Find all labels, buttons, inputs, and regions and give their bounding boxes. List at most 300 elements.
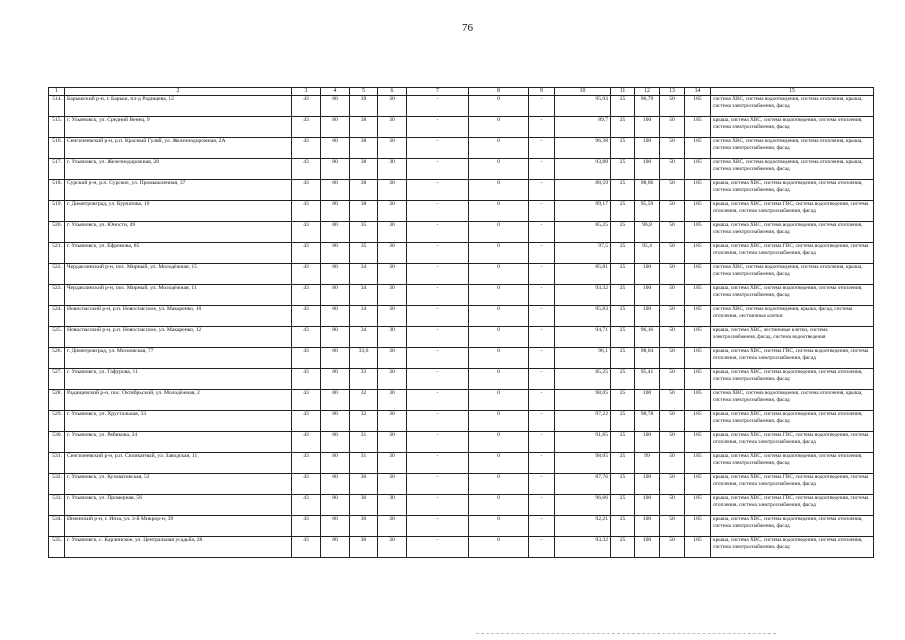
value-cell: - (529, 411, 555, 432)
value-cell: 43 (292, 327, 321, 348)
address-cell: г. Ульяновск, ул. Средний Венец, 9 (65, 117, 292, 138)
value-cell: 25 (611, 432, 635, 453)
row-number-cell: 519. (49, 201, 65, 222)
value-cell: 185 (685, 411, 711, 432)
value-cell: 43 (292, 243, 321, 264)
row-number-cell: 517. (49, 159, 65, 180)
value-cell: 185 (685, 306, 711, 327)
works-cell: крыша, система ХВС, лестничные клетки, система электроснабжения, фасад, система водоотведения (711, 327, 874, 348)
value-cell: 185 (685, 285, 711, 306)
value-cell: 25 (611, 369, 635, 390)
value-cell: 0 (469, 411, 529, 432)
works-cell: крыша, система ХВС, система ГВС, система водоотведения, система отопления, система электроснабжения, фасад (711, 432, 874, 453)
value-cell: 30 (378, 327, 407, 348)
row-number-cell: 535. (49, 537, 65, 558)
value-cell: 50 (660, 180, 685, 201)
value-cell: 50 (660, 411, 685, 432)
value-cell: 95,4 (635, 243, 660, 264)
value-cell: 0 (469, 537, 529, 558)
value-cell: 0 (469, 138, 529, 159)
value-cell: 85,25 (555, 222, 611, 243)
value-cell: 99 (635, 453, 660, 474)
table-row (49, 390, 874, 411)
value-cell: 50 (660, 138, 685, 159)
column-number-cell: 13 (660, 88, 685, 96)
value-cell: 50 (660, 516, 685, 537)
value-cell: 25 (611, 96, 635, 117)
address-cell: Чердаклинский р-н, пос. Мирный, ул. Молодёжная, 11 (65, 285, 292, 306)
address-cell: г. Ульяновск, ул. Юности, 49 (65, 222, 292, 243)
value-cell: - (407, 411, 469, 432)
works-cell: система ХВС, система водоотведения, система отопления, крыша, система электроснабжения, фасад (711, 96, 874, 117)
page-number: 76 (462, 22, 473, 34)
table-header-row (49, 88, 874, 96)
value-cell: 30 (378, 537, 407, 558)
value-cell: 50 (660, 495, 685, 516)
value-cell: - (407, 537, 469, 558)
value-cell: 30 (378, 117, 407, 138)
column-number-cell: 1 (49, 88, 65, 96)
table-row (49, 285, 874, 306)
value-cell: 80 (321, 222, 350, 243)
value-cell: 50 (660, 390, 685, 411)
value-cell: 92,21 (555, 516, 611, 537)
value-cell: 50 (660, 537, 685, 558)
column-number-cell: 4 (321, 88, 350, 96)
row-number-cell: 523. (49, 285, 65, 306)
value-cell: 80 (321, 390, 350, 411)
value-cell: - (407, 474, 469, 495)
address-cell: Новоспасский р-н, р.п. Новоспасское, ул. Макаренко, 10 (65, 306, 292, 327)
value-cell: 95,41 (635, 369, 660, 390)
value-cell: - (407, 96, 469, 117)
value-cell: 30 (350, 495, 378, 516)
value-cell: 185 (685, 432, 711, 453)
value-cell: 98,04 (635, 348, 660, 369)
value-cell: 0 (469, 264, 529, 285)
row-number-cell: 522. (49, 264, 65, 285)
value-cell: 43 (292, 474, 321, 495)
value-cell: - (529, 369, 555, 390)
address-cell: г. Ульяновск, ул. Хрустальная, 33 (65, 411, 292, 432)
value-cell: 0 (469, 243, 529, 264)
value-cell: 0 (469, 516, 529, 537)
address-cell: Сенгилеевский р-н, р.п. Силикатный, ул. Заводская, 11 (65, 453, 292, 474)
value-cell: 0 (469, 369, 529, 390)
value-cell: 38 (350, 180, 378, 201)
value-cell: 185 (685, 96, 711, 117)
row-number-cell: 515. (49, 117, 65, 138)
value-cell: 185 (685, 453, 711, 474)
value-cell: 0 (469, 474, 529, 495)
value-cell: 0 (469, 495, 529, 516)
value-cell: 0 (469, 285, 529, 306)
address-cell: г. Ульяновск, ул. Ефремова, 85 (65, 243, 292, 264)
row-number-cell: 524. (49, 306, 65, 327)
value-cell: 80 (321, 411, 350, 432)
value-cell: - (529, 201, 555, 222)
value-cell: 25 (611, 474, 635, 495)
row-number-cell: 516. (49, 138, 65, 159)
row-number-cell: 533. (49, 495, 65, 516)
value-cell: 0 (469, 117, 529, 138)
table-row (49, 264, 874, 285)
value-cell: - (407, 159, 469, 180)
value-cell: 185 (685, 159, 711, 180)
value-cell: 43 (292, 138, 321, 159)
value-cell: 43 (292, 453, 321, 474)
value-cell: - (407, 264, 469, 285)
value-cell: 50 (660, 117, 685, 138)
table-row (49, 537, 874, 558)
value-cell: 25 (611, 348, 635, 369)
value-cell: 31 (350, 453, 378, 474)
value-cell: 30 (378, 495, 407, 516)
table-row (49, 180, 874, 201)
value-cell: 80 (321, 264, 350, 285)
works-cell: крыша, система ХВС, система ГВС, система водоотведения, система отопления, система электроснабжения, фасад (711, 495, 874, 516)
address-cell: Сенгилеевский р-н, р.п. Красный Гуляй, ул. Железнодорожная, 2А (65, 138, 292, 159)
value-cell: 31 (350, 432, 378, 453)
value-cell: 80 (321, 474, 350, 495)
value-cell: 0 (469, 348, 529, 369)
value-cell: - (529, 264, 555, 285)
value-cell: - (529, 432, 555, 453)
value-cell: 30 (378, 96, 407, 117)
value-cell: 185 (685, 138, 711, 159)
value-cell: 25 (611, 411, 635, 432)
value-cell: - (529, 348, 555, 369)
table-row (49, 138, 874, 159)
column-number-cell: 5 (350, 88, 378, 96)
value-cell: - (407, 306, 469, 327)
row-number-cell: 534. (49, 516, 65, 537)
value-cell: 80 (321, 180, 350, 201)
value-cell: 50 (660, 432, 685, 453)
value-cell: 50 (660, 474, 685, 495)
row-number-cell: 521. (49, 243, 65, 264)
value-cell: 30 (378, 432, 407, 453)
value-cell: 50 (660, 327, 685, 348)
table-row (49, 159, 874, 180)
column-number-cell: 12 (635, 88, 660, 96)
address-cell: г. Ульяновск, с. Карлинское, ул. Центральная усадьба, 28 (65, 537, 292, 558)
value-cell: - (407, 369, 469, 390)
value-cell: - (529, 138, 555, 159)
value-cell: 43 (292, 411, 321, 432)
value-cell: - (529, 306, 555, 327)
value-cell: 80 (321, 369, 350, 390)
register-table (48, 87, 874, 558)
table-row (49, 306, 874, 327)
value-cell: 30 (378, 306, 407, 327)
table-row (49, 453, 874, 474)
value-cell: 0 (469, 327, 529, 348)
value-cell: 100 (635, 117, 660, 138)
value-cell: 96,79 (635, 96, 660, 117)
value-cell: - (407, 243, 469, 264)
value-cell: 43 (292, 180, 321, 201)
value-cell: - (529, 96, 555, 117)
value-cell: 25 (611, 201, 635, 222)
value-cell: 100 (635, 138, 660, 159)
value-cell: 185 (685, 180, 711, 201)
value-cell: 30 (378, 201, 407, 222)
value-cell: 25 (611, 117, 635, 138)
value-cell: - (529, 327, 555, 348)
value-cell: 98,05 (555, 390, 611, 411)
value-cell: 185 (685, 495, 711, 516)
value-cell: 185 (685, 243, 711, 264)
value-cell: 0 (469, 390, 529, 411)
address-cell: г. Димитровград, ул. Московская, 77 (65, 348, 292, 369)
works-cell: система ХВС, система водоотведения, система отопления, крыша, система электроснабжения, фасад (711, 390, 874, 411)
value-cell: 25 (611, 495, 635, 516)
value-cell: 50 (660, 96, 685, 117)
value-cell: 0 (469, 96, 529, 117)
value-cell: 80 (321, 138, 350, 159)
value-cell: 50 (660, 369, 685, 390)
value-cell: 91,65 (555, 432, 611, 453)
works-cell: система ХВС, система водоотведения, система отопления, крыша, система электроснабжения, фасад (711, 264, 874, 285)
works-cell: крыша, система ХВС, система водоотведения, система отопления, система электроснабжения, фасад (711, 180, 874, 201)
value-cell: - (529, 285, 555, 306)
value-cell: 38 (350, 117, 378, 138)
address-cell: г. Ульяновск, ул. Гафурова, 11 (65, 369, 292, 390)
value-cell: 34 (350, 264, 378, 285)
column-number-cell: 15 (711, 88, 874, 96)
value-cell: 35 (350, 243, 378, 264)
value-cell: 32 (350, 411, 378, 432)
value-cell: 43 (292, 537, 321, 558)
value-cell: 38 (350, 138, 378, 159)
column-number-cell: 9 (529, 88, 555, 96)
value-cell: 80 (321, 159, 350, 180)
value-cell: 100 (635, 285, 660, 306)
value-cell: - (407, 495, 469, 516)
works-cell: крыша, система ХВС, система водоотведения, система отопления, система электроснабжения, фасад (711, 453, 874, 474)
value-cell: 88,59 (555, 180, 611, 201)
value-cell: - (407, 222, 469, 243)
row-number-cell: 520. (49, 222, 65, 243)
value-cell: 43 (292, 369, 321, 390)
value-cell: 38 (350, 159, 378, 180)
value-cell: 25 (611, 159, 635, 180)
row-number-cell: 532. (49, 474, 65, 495)
scan-artifact-line (476, 633, 776, 634)
value-cell: 34 (350, 306, 378, 327)
value-cell: 0 (469, 180, 529, 201)
value-cell: 25 (611, 222, 635, 243)
table-row (49, 432, 874, 453)
value-cell: - (529, 453, 555, 474)
works-cell: крыша, система ХВС, система водоотведения, система отопления, система электроснабжения, фасад (711, 516, 874, 537)
value-cell: 96,16 (635, 327, 660, 348)
value-cell: 185 (685, 348, 711, 369)
value-cell: 33 (350, 369, 378, 390)
value-cell: 185 (685, 537, 711, 558)
table-row (49, 411, 874, 432)
value-cell: 98,06 (635, 180, 660, 201)
value-cell: 30 (378, 264, 407, 285)
address-cell: Инзенский р-н, г. Инза, ул. 3-й Микрор-н, 39 (65, 516, 292, 537)
value-cell: 185 (685, 390, 711, 411)
value-cell: - (529, 537, 555, 558)
value-cell: 30 (378, 516, 407, 537)
value-cell: 80 (321, 201, 350, 222)
value-cell: 100 (635, 516, 660, 537)
works-cell: крыша, система ХВС, система водоотведения, система отопления, система электроснабжения, фасад (711, 369, 874, 390)
value-cell: 0 (469, 222, 529, 243)
value-cell: 100 (635, 474, 660, 495)
value-cell: 185 (685, 327, 711, 348)
table-row (49, 117, 874, 138)
value-cell: - (407, 327, 469, 348)
value-cell: 43 (292, 96, 321, 117)
value-cell: 30 (378, 285, 407, 306)
row-number-cell: 528. (49, 390, 65, 411)
value-cell: 96,66 (555, 495, 611, 516)
value-cell: 87,76 (555, 474, 611, 495)
value-cell: 185 (685, 369, 711, 390)
address-cell: Новоспасский р-н, р.п. Новоспасское, ул. Макаренко, 12 (65, 327, 292, 348)
value-cell: 80 (321, 537, 350, 558)
works-cell: система ХВС, система водоотведения, система отопления, крыша, система электроснабжения, фасад (711, 159, 874, 180)
value-cell: 95,93 (555, 96, 611, 117)
value-cell: 25 (611, 138, 635, 159)
value-cell: 50 (660, 306, 685, 327)
value-cell: 100 (635, 159, 660, 180)
value-cell: 25 (611, 243, 635, 264)
value-cell: 80 (321, 117, 350, 138)
value-cell: 94,71 (555, 327, 611, 348)
value-cell: 30 (378, 243, 407, 264)
value-cell: - (407, 453, 469, 474)
row-number-cell: 530. (49, 432, 65, 453)
value-cell: 98,05 (555, 453, 611, 474)
value-cell: 185 (685, 264, 711, 285)
value-cell: 43 (292, 201, 321, 222)
column-number-cell: 10 (555, 88, 611, 96)
table-row (49, 348, 874, 369)
works-cell: система ХВС, система водоотведения, система отопления, крыша, система электроснабжения, фасад (711, 138, 874, 159)
column-number-cell: 14 (685, 88, 711, 96)
value-cell: 30 (378, 369, 407, 390)
value-cell: 50 (660, 264, 685, 285)
value-cell: 185 (685, 117, 711, 138)
row-number-cell: 514. (49, 96, 65, 117)
table-row (49, 222, 874, 243)
value-cell: 25 (611, 516, 635, 537)
value-cell: 100 (635, 537, 660, 558)
value-cell: 25 (611, 306, 635, 327)
value-cell: - (407, 285, 469, 306)
value-cell: 80 (321, 495, 350, 516)
address-cell: Барышский р-н, г. Барыш, пл-д Радищева, 12 (65, 96, 292, 117)
value-cell: 25 (611, 453, 635, 474)
value-cell: 96,8 (635, 222, 660, 243)
address-cell: г. Ульяновск, ул. Рябикова, 24 (65, 432, 292, 453)
value-cell: 89,7 (555, 117, 611, 138)
value-cell: - (529, 390, 555, 411)
value-cell: 33,6 (350, 348, 378, 369)
value-cell: 100 (635, 306, 660, 327)
value-cell: 25 (611, 327, 635, 348)
value-cell: 50 (660, 159, 685, 180)
value-cell: 185 (685, 516, 711, 537)
column-number-cell: 2 (65, 88, 292, 96)
value-cell: 100 (635, 390, 660, 411)
value-cell: - (529, 117, 555, 138)
works-cell: крыша, система ХВС, система водоотведения, система отопления, система электроснабжения, фасад (711, 222, 874, 243)
value-cell: 43 (292, 117, 321, 138)
value-cell: 30 (378, 453, 407, 474)
value-cell: 100 (635, 495, 660, 516)
value-cell: 185 (685, 222, 711, 243)
table-row (49, 96, 874, 117)
value-cell: - (529, 474, 555, 495)
value-cell: 30 (378, 138, 407, 159)
address-cell: Сурский р-н, р.п. Сурское, ул. Промышленная, 37 (65, 180, 292, 201)
table-row (49, 474, 874, 495)
value-cell: 50 (660, 243, 685, 264)
value-cell: - (407, 516, 469, 537)
value-cell: 43 (292, 306, 321, 327)
value-cell: 80 (321, 327, 350, 348)
value-cell: - (407, 432, 469, 453)
works-cell: крыша, система ХВС, система водоотведения, система отопления, система электроснабжения, фасад (711, 117, 874, 138)
value-cell: 50 (660, 201, 685, 222)
value-cell: 80 (321, 516, 350, 537)
value-cell: 30 (350, 537, 378, 558)
value-cell: - (407, 180, 469, 201)
table-row (49, 516, 874, 537)
value-cell: 35 (350, 222, 378, 243)
value-cell: 100 (635, 432, 660, 453)
value-cell: 30 (350, 474, 378, 495)
value-cell: 25 (611, 537, 635, 558)
value-cell: 80 (321, 348, 350, 369)
table-row (49, 369, 874, 390)
value-cell: - (529, 159, 555, 180)
value-cell: - (529, 222, 555, 243)
value-cell: - (407, 348, 469, 369)
value-cell: 80 (321, 453, 350, 474)
value-cell: - (407, 138, 469, 159)
value-cell: 0 (469, 453, 529, 474)
table-row (49, 201, 874, 222)
value-cell: - (529, 516, 555, 537)
works-cell: крыша, система ХВС, система водоотведения, система отопления, система электроснабжения, фасад (711, 411, 874, 432)
value-cell: 185 (685, 201, 711, 222)
value-cell: 25 (611, 180, 635, 201)
value-cell: - (529, 243, 555, 264)
value-cell: 30 (378, 159, 407, 180)
value-cell: 30 (378, 411, 407, 432)
value-cell: 0 (469, 432, 529, 453)
value-cell: 30 (350, 516, 378, 537)
address-cell: Чердаклинский р-н, пос. Мирный, ул. Молодёжная, 15 (65, 264, 292, 285)
value-cell: 85,25 (555, 369, 611, 390)
row-number-cell: 526. (49, 348, 65, 369)
table-row (49, 243, 874, 264)
value-cell: 185 (685, 474, 711, 495)
value-cell: - (529, 495, 555, 516)
value-cell: 34 (350, 327, 378, 348)
row-number-cell: 518. (49, 180, 65, 201)
address-cell: г. Ульяновск, ул. Кузоватовская, 52 (65, 474, 292, 495)
value-cell: 80 (321, 285, 350, 306)
